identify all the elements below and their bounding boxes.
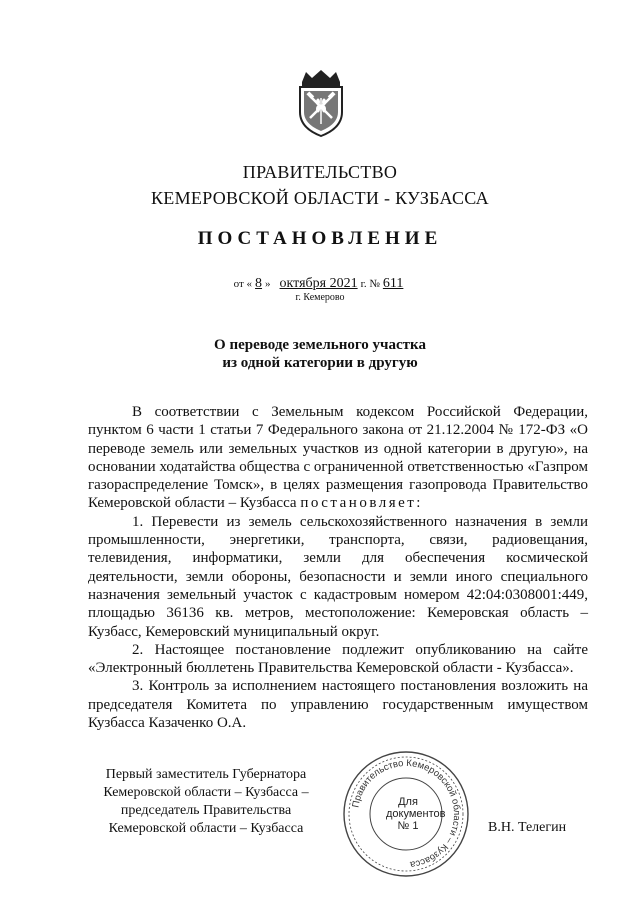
item-1-paragraph: 1. Перевести из земель сельскохозяйственного назначения в земли промышленности, энергетики, транспорта, связи, радиовещания, телевидения, информатики, земли для обеспечения космической деятельности, земли обороны, безопасности и земли иного специального назначения земельный участок с кадастровым номером 42:04:0308001:449, площадью 36136 кв. метров, местоположение: Кемеровская область – Кузбасс, Кемеровский муниципальный округ. xyxy=(88,513,588,640)
signatory-title xyxy=(86,766,326,838)
date-year-suffix: г. № xyxy=(360,278,380,290)
seal-inner-line2: документов xyxy=(386,808,446,820)
subject-line2: из одной категории в другую xyxy=(222,355,418,371)
signatory-title-line1: Первый заместитель Губернатора xyxy=(105,767,307,782)
preamble-paragraph xyxy=(88,403,588,513)
item-3-paragraph: 3. Контроль за исполнением настоящего постановления возложить на председателя Комитета по управлению государственным имуществом Кузбасса Казаченко О.А. xyxy=(88,678,588,732)
issue-city: г. Кемерово xyxy=(295,292,345,303)
date-close-quote: » xyxy=(265,278,271,290)
subject-line1: О переводе земельного участка xyxy=(214,337,426,353)
seal-ring-text: Правительство Кемеровской области – Кузбасса xyxy=(350,757,463,870)
government-name-line1: ПРАВИТЕЛЬСТВО xyxy=(242,162,398,182)
document-type-title: ПОСТАНОВЛЕНИЕ xyxy=(197,228,443,249)
item-2-paragraph: 2. Настоящее постановление подлежит опубликованию на сайте «Электронный бюллетень Правительства Кемеровской области - Кузбасса». xyxy=(88,641,588,677)
kemerovo-region-coat-of-arms-icon xyxy=(292,68,350,138)
resolves-keyword: постановляет: xyxy=(300,495,423,512)
document-number: 611 xyxy=(382,276,404,291)
seal-inner-line1: Для xyxy=(398,796,418,808)
signatory-name: В.Н. Телегин xyxy=(488,820,567,835)
document-subject xyxy=(0,336,640,372)
date-month-year: октября 2021 xyxy=(279,276,358,291)
preamble-text: В соответствии с Земельным кодексом Российской Федерации, пунктом 6 части 1 статьи 7 Федерального закона от 21.12.2004 № 172-ФЗ «О переводе земель или земельных участков из одной категории в другую», на основании ходатайства общества с ограниченной ответственностью «Газпром газораспределение Томск», в целях размещения газопровода Правительство Кемеровской области – Кузбасса xyxy=(88,404,588,512)
government-name-line2: КЕМЕРОВСКОЙ ОБЛАСТИ - КУЗБАССА xyxy=(151,188,489,208)
document-date-line xyxy=(0,276,640,292)
date-prefix: от « xyxy=(233,278,253,290)
signatory-title-line4: Кемеровской области – Кузбасса xyxy=(108,821,304,836)
seal-inner-text xyxy=(386,796,446,832)
signatory-title-line3: председатель Правительства xyxy=(120,803,292,818)
date-day: 8 xyxy=(255,276,263,291)
seal-inner-line3: № 1 xyxy=(397,820,419,832)
signatory-title-line2: Кемеровской области – Кузбасса – xyxy=(103,785,309,800)
document-body xyxy=(88,403,588,732)
